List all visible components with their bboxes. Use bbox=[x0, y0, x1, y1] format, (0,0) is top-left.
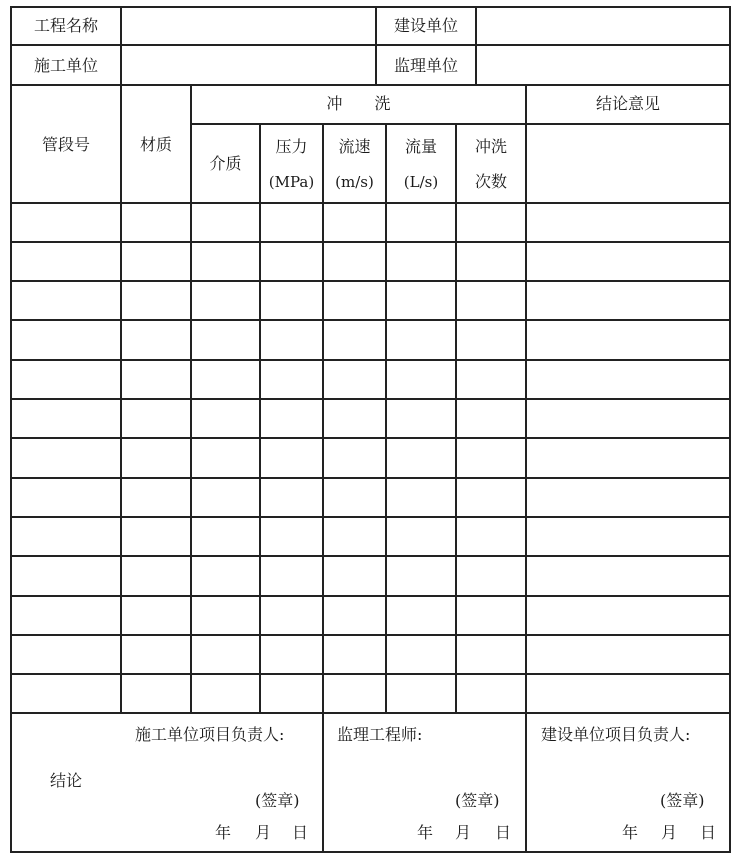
col-material-header: 材质 bbox=[139, 135, 172, 154]
cell-material[interactable] bbox=[122, 290, 190, 310]
rule-row1 bbox=[10, 44, 731, 46]
builder-date-day: 日 bbox=[292, 823, 309, 842]
supervisor-date-month: 月 bbox=[455, 823, 472, 842]
rule-flush-group bbox=[190, 123, 731, 125]
border-bottom bbox=[10, 851, 731, 853]
rule-data-2 bbox=[10, 280, 731, 282]
project-name-field[interactable] bbox=[128, 16, 368, 36]
owner-stamp: (签章) bbox=[660, 791, 705, 810]
cell-velocity[interactable] bbox=[324, 369, 385, 389]
cell-section[interactable] bbox=[12, 565, 120, 585]
cell-medium[interactable] bbox=[192, 683, 259, 703]
cell-pressure[interactable] bbox=[261, 369, 322, 389]
cell-count[interactable] bbox=[457, 290, 525, 310]
cell-medium[interactable] bbox=[192, 212, 259, 232]
supervisor-date-year: 年 bbox=[417, 823, 434, 842]
col-velocity-unit: (m/s) bbox=[335, 173, 374, 191]
cell-section[interactable] bbox=[12, 290, 120, 310]
cell-pressure[interactable] bbox=[261, 487, 322, 507]
cell-medium[interactable] bbox=[192, 487, 259, 507]
cell-velocity[interactable] bbox=[324, 526, 385, 546]
cell-pressure[interactable] bbox=[261, 683, 322, 703]
cell-velocity[interactable] bbox=[324, 212, 385, 232]
supervision-unit-field[interactable] bbox=[483, 56, 723, 76]
cell-material[interactable] bbox=[122, 526, 190, 546]
cell-pressure[interactable] bbox=[261, 565, 322, 585]
rule-col-opinion bbox=[525, 84, 527, 853]
conclusion-label: 结论 bbox=[49, 771, 82, 790]
col-medium-header: 介质 bbox=[209, 154, 242, 173]
flush-group-header: 冲 洗 bbox=[326, 94, 391, 113]
cell-medium[interactable] bbox=[192, 605, 259, 625]
cell-flow[interactable] bbox=[387, 487, 455, 507]
cell-section[interactable] bbox=[12, 408, 120, 428]
cell-flow[interactable] bbox=[387, 290, 455, 310]
owner-date-day: 日 bbox=[700, 823, 717, 842]
cell-pressure[interactable] bbox=[261, 447, 322, 467]
cell-opinion[interactable] bbox=[527, 683, 729, 703]
cell-flow[interactable] bbox=[387, 644, 455, 664]
cell-material[interactable] bbox=[122, 683, 190, 703]
cell-material[interactable] bbox=[122, 408, 190, 428]
rule-data-6 bbox=[10, 437, 731, 439]
builder-stamp: (签章) bbox=[255, 791, 300, 810]
cell-section[interactable] bbox=[12, 487, 120, 507]
cell-count[interactable] bbox=[457, 408, 525, 428]
cell-pressure[interactable] bbox=[261, 605, 322, 625]
cell-flow[interactable] bbox=[387, 212, 455, 232]
cell-count[interactable] bbox=[457, 447, 525, 467]
cell-count[interactable] bbox=[457, 565, 525, 585]
cell-count[interactable] bbox=[457, 329, 525, 349]
cell-count[interactable] bbox=[457, 644, 525, 664]
rule-data-4 bbox=[10, 359, 731, 361]
cell-medium[interactable] bbox=[192, 251, 259, 271]
cell-flow[interactable] bbox=[387, 605, 455, 625]
cell-velocity[interactable] bbox=[324, 290, 385, 310]
construction-unit-label: 建设单位 bbox=[393, 16, 458, 35]
col-count-header-line1: 冲洗 bbox=[474, 137, 507, 156]
cell-velocity[interactable] bbox=[324, 487, 385, 507]
cell-material[interactable] bbox=[122, 251, 190, 271]
cell-pressure[interactable] bbox=[261, 329, 322, 349]
col-section-header: 管段号 bbox=[41, 135, 90, 154]
cell-material[interactable] bbox=[122, 644, 190, 664]
cell-section[interactable] bbox=[12, 212, 120, 232]
cell-count[interactable] bbox=[457, 683, 525, 703]
rule-header-mid2 bbox=[475, 6, 477, 84]
cell-section[interactable] bbox=[12, 369, 120, 389]
supervisor-date-day: 日 bbox=[495, 823, 512, 842]
rule-header-bottom bbox=[10, 202, 731, 204]
cell-count[interactable] bbox=[457, 487, 525, 507]
cell-velocity[interactable] bbox=[324, 605, 385, 625]
cell-pressure[interactable] bbox=[261, 212, 322, 232]
cell-opinion[interactable] bbox=[527, 526, 729, 546]
cell-opinion[interactable] bbox=[527, 251, 729, 271]
rule-data-9 bbox=[10, 555, 731, 557]
cell-pressure[interactable] bbox=[261, 408, 322, 428]
rule-data-10 bbox=[10, 595, 731, 597]
col-flow-unit: (L/s) bbox=[403, 173, 439, 191]
rule-data-11 bbox=[10, 634, 731, 636]
cell-medium[interactable] bbox=[192, 644, 259, 664]
border-left bbox=[10, 6, 12, 853]
conclusion-opinion-header: 结论意见 bbox=[595, 94, 660, 113]
cell-opinion[interactable] bbox=[527, 644, 729, 664]
cell-velocity[interactable] bbox=[324, 447, 385, 467]
cell-material[interactable] bbox=[122, 487, 190, 507]
cell-material[interactable] bbox=[122, 605, 190, 625]
cell-velocity[interactable] bbox=[324, 644, 385, 664]
supervisor-label: 监理工程师: bbox=[337, 725, 423, 744]
cell-medium[interactable] bbox=[192, 447, 259, 467]
cell-flow[interactable] bbox=[387, 251, 455, 271]
cell-velocity[interactable] bbox=[324, 683, 385, 703]
rule-footer-top bbox=[10, 712, 731, 714]
owner-manager-label: 建设单位项目负责人: bbox=[541, 725, 691, 744]
cell-count[interactable] bbox=[457, 212, 525, 232]
builder-date-month: 月 bbox=[255, 823, 272, 842]
rule-data-5 bbox=[10, 398, 731, 400]
cell-section[interactable] bbox=[12, 447, 120, 467]
builder-date-year: 年 bbox=[215, 823, 232, 842]
cell-pressure[interactable] bbox=[261, 290, 322, 310]
cell-material[interactable] bbox=[122, 369, 190, 389]
cell-velocity[interactable] bbox=[324, 565, 385, 585]
cell-medium[interactable] bbox=[192, 290, 259, 310]
border-top bbox=[10, 6, 731, 8]
project-name-label: 工程名称 bbox=[33, 16, 98, 35]
cell-medium[interactable] bbox=[192, 565, 259, 585]
cell-section[interactable] bbox=[12, 526, 120, 546]
cell-section[interactable] bbox=[12, 683, 120, 703]
cell-medium[interactable] bbox=[192, 369, 259, 389]
supervisor-stamp: (签章) bbox=[455, 791, 500, 810]
cell-section[interactable] bbox=[12, 644, 120, 664]
cell-pressure[interactable] bbox=[261, 526, 322, 546]
cell-count[interactable] bbox=[457, 605, 525, 625]
owner-date-month: 月 bbox=[661, 823, 678, 842]
cell-count[interactable] bbox=[457, 369, 525, 389]
cell-velocity[interactable] bbox=[324, 251, 385, 271]
cell-opinion[interactable] bbox=[527, 487, 729, 507]
builder-unit-field[interactable] bbox=[128, 56, 368, 76]
cell-section[interactable] bbox=[12, 605, 120, 625]
cell-velocity[interactable] bbox=[324, 408, 385, 428]
rule-data-1 bbox=[10, 241, 731, 243]
col-velocity-header: 流速 bbox=[338, 137, 371, 156]
cell-count[interactable] bbox=[457, 251, 525, 271]
cell-opinion[interactable] bbox=[527, 447, 729, 467]
rule-data-12 bbox=[10, 673, 731, 675]
cell-pressure[interactable] bbox=[261, 644, 322, 664]
cell-opinion[interactable] bbox=[527, 329, 729, 349]
cell-material[interactable] bbox=[122, 212, 190, 232]
rule-data-8 bbox=[10, 516, 731, 518]
border-right bbox=[729, 6, 731, 853]
cell-pressure[interactable] bbox=[261, 251, 322, 271]
cell-opinion[interactable] bbox=[527, 369, 729, 389]
cell-opinion[interactable] bbox=[527, 212, 729, 232]
cell-flow[interactable] bbox=[387, 526, 455, 546]
flushing-record-form bbox=[10, 6, 731, 853]
rule-data-7 bbox=[10, 477, 731, 479]
cell-opinion[interactable] bbox=[527, 290, 729, 310]
cell-material[interactable] bbox=[122, 447, 190, 467]
cell-opinion[interactable] bbox=[527, 408, 729, 428]
col-pressure-header: 压力 bbox=[275, 137, 308, 156]
cell-material[interactable] bbox=[122, 565, 190, 585]
builder-unit-label: 施工单位 bbox=[33, 56, 98, 75]
col-count-header-line2: 次数 bbox=[474, 172, 507, 191]
cell-opinion[interactable] bbox=[527, 565, 729, 585]
cell-medium[interactable] bbox=[192, 526, 259, 546]
cell-flow[interactable] bbox=[387, 565, 455, 585]
rule-row2 bbox=[10, 84, 731, 86]
cell-flow[interactable] bbox=[387, 447, 455, 467]
supervision-unit-label: 监理单位 bbox=[393, 56, 458, 75]
col-pressure-unit: (MPa) bbox=[268, 173, 315, 191]
owner-date-year: 年 bbox=[622, 823, 639, 842]
cell-material[interactable] bbox=[122, 329, 190, 349]
cell-flow[interactable] bbox=[387, 683, 455, 703]
cell-section[interactable] bbox=[12, 251, 120, 271]
cell-opinion[interactable] bbox=[527, 605, 729, 625]
rule-data-3 bbox=[10, 319, 731, 321]
col-flow-header: 流量 bbox=[404, 137, 437, 156]
cell-flow[interactable] bbox=[387, 408, 455, 428]
builder-manager-label: 施工单位项目负责人: bbox=[135, 725, 285, 744]
cell-velocity[interactable] bbox=[324, 329, 385, 349]
cell-medium[interactable] bbox=[192, 329, 259, 349]
cell-count[interactable] bbox=[457, 526, 525, 546]
cell-section[interactable] bbox=[12, 329, 120, 349]
cell-flow[interactable] bbox=[387, 369, 455, 389]
cell-medium[interactable] bbox=[192, 408, 259, 428]
construction-unit-field[interactable] bbox=[483, 16, 723, 36]
cell-flow[interactable] bbox=[387, 329, 455, 349]
